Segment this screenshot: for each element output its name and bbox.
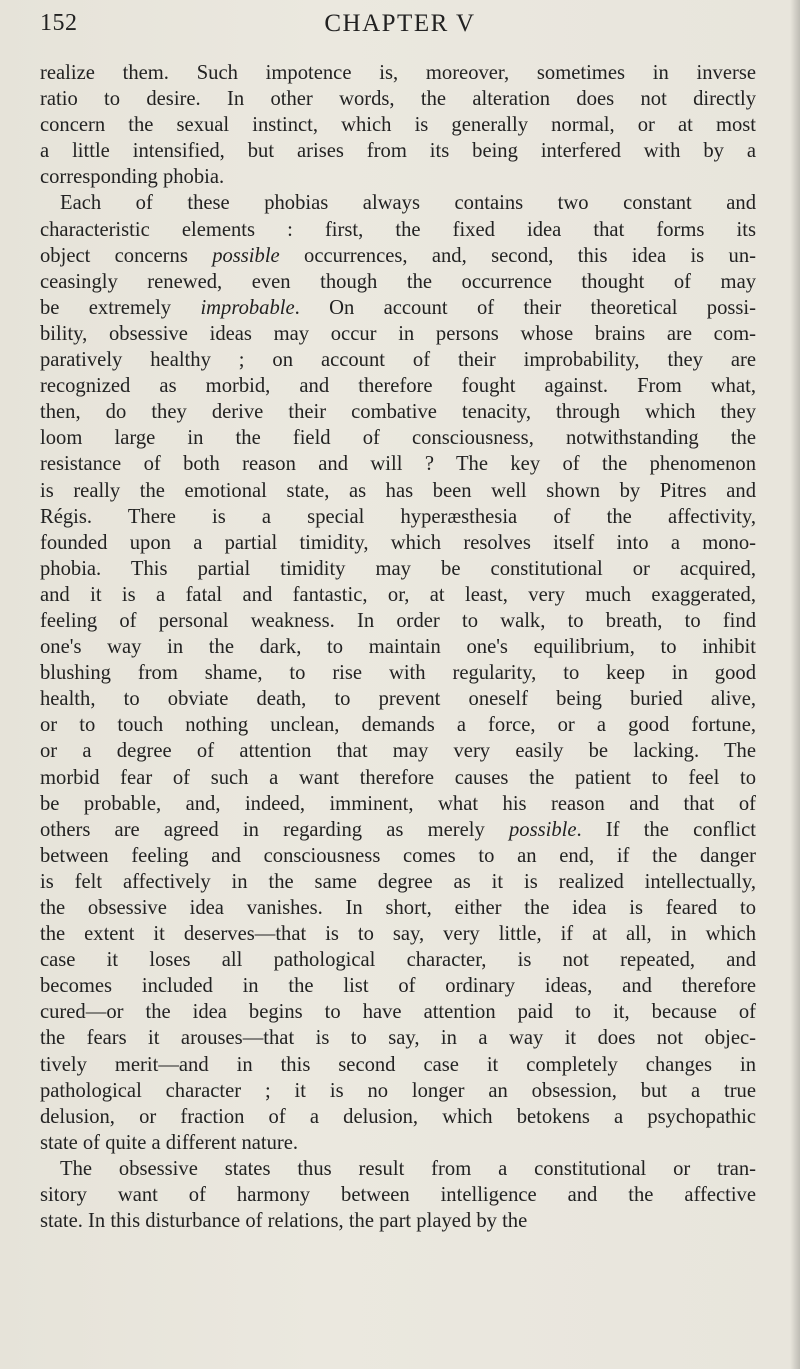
text-line: or a degree of attention that may very easily be lacking. The [40, 740, 756, 763]
text-line: the extent it deserves—that is to say, very little, if at all, in which [40, 923, 756, 946]
page-number: 152 [40, 10, 78, 36]
text-line: becomes included in the list of ordinary ideas, and therefore [40, 975, 756, 998]
text-line: one's way in the dark, to maintain one's equilibrium, to inhibit [40, 636, 756, 659]
emphasis: possible [508, 818, 577, 841]
text-line: pathological character ; it is no longer an obsession, but a true [40, 1079, 756, 1102]
text-line: then, do they derive their combative tenacity, through which they [40, 401, 756, 424]
text-line: ratio to desire. In other words, the alteration does not directly [40, 88, 756, 111]
text-line: and it is a fatal and fantastic, or, at least, very much exaggerated, [40, 583, 756, 606]
paragraph [40, 1156, 756, 1234]
text-line: a little intensified, but arises from its being interfered with by a [40, 140, 756, 163]
text-line: the obsessive idea vanishes. In short, either the idea is feared to [40, 897, 756, 919]
text-line: resistance of both reason and will ? The key of the phenomenon [40, 453, 756, 476]
text-line: be extremely improbable. On account of their theoretical possi- [40, 296, 756, 319]
text-line: The obsessive states thus result from a constitutional or tran- [60, 1157, 756, 1180]
emphasis: improbable [200, 296, 295, 319]
text-line: is really the emotional state, as has been well shown by Pitres and [40, 479, 756, 502]
text-line: recognized as morbid, and therefore fought against. From what, [40, 375, 756, 398]
body-text [40, 60, 756, 1234]
text-line: morbid fear of such a want therefore causes the patient to feel to [40, 766, 756, 789]
text-line: blushing from shame, to rise with regularity, to keep in good [40, 662, 756, 685]
page-header [40, 8, 760, 48]
text-line: or to touch nothing unclean, demands a force, or a good fortune, [40, 714, 756, 737]
page-edge-shadow [790, 0, 800, 1369]
paragraph [40, 60, 756, 190]
text-line: bility, obsessive ideas may occur in persons whose brains are com- [40, 322, 756, 345]
text-line: Régis. There is a special hyperæsthesia of the affectivity, [40, 505, 756, 528]
text-line: paratively healthy ; on account of their improbability, they are [40, 349, 756, 372]
text-line: corresponding phobia. [40, 166, 225, 189]
text-line: is felt affectively in the same degree as it is realized intellectually, [40, 870, 756, 893]
paragraph [40, 190, 756, 1155]
running-head: CHAPTER V [324, 10, 476, 37]
text-line: case it loses all pathological character, is not repeated, and [40, 949, 756, 972]
text-line: delusion, or fraction of a delusion, which betokens a psychopathic [40, 1105, 756, 1128]
text-line: between feeling and consciousness comes to an end, if the danger [40, 844, 756, 867]
text-line: characteristic elements : first, the fixed idea that forms its [40, 218, 756, 241]
emphasis: possible [212, 244, 280, 267]
text-line: feeling of personal weakness. In order to walk, to breath, to find [40, 609, 756, 632]
text-line: ceasingly renewed, even though the occurrence thought of may [40, 270, 756, 293]
text-line: cured—or the idea begins to have attention paid to it, because of [40, 1001, 756, 1024]
text-line: health, to obviate death, to prevent oneself being buried alive, [40, 688, 756, 711]
text-line: the fears it arouses—that is to say, in a way it does not objec- [40, 1027, 756, 1050]
text-line: tively merit—and in this second case it completely changes in [40, 1053, 756, 1076]
text-line: be probable, and, indeed, imminent, what his reason and that of [40, 792, 756, 815]
text-line: phobia. This partial timidity may be constitutional or acquired, [40, 557, 756, 580]
text-line: state of quite a different nature. [40, 1131, 299, 1154]
text-line: concern the sexual instinct, which is generally normal, or at most [40, 114, 756, 137]
text-line: others are agreed in regarding as merely possible. If the conflict [40, 818, 756, 841]
text-line: realize them. Such impotence is, moreover, sometimes in inverse [40, 62, 756, 84]
text-line: state. In this disturbance of relations, the part played by the [40, 1210, 528, 1233]
text-line: loom large in the field of consciousness, notwithstanding the [40, 427, 756, 450]
text-line: object concerns possible occurrences, and, second, this idea is un- [40, 244, 756, 267]
text-line: Each of these phobias always contains two constant and [60, 192, 756, 215]
text-line: founded upon a partial timidity, which resolves itself into a mono- [40, 531, 756, 554]
text-line: sitory want of harmony between intelligence and the affective [40, 1184, 756, 1207]
